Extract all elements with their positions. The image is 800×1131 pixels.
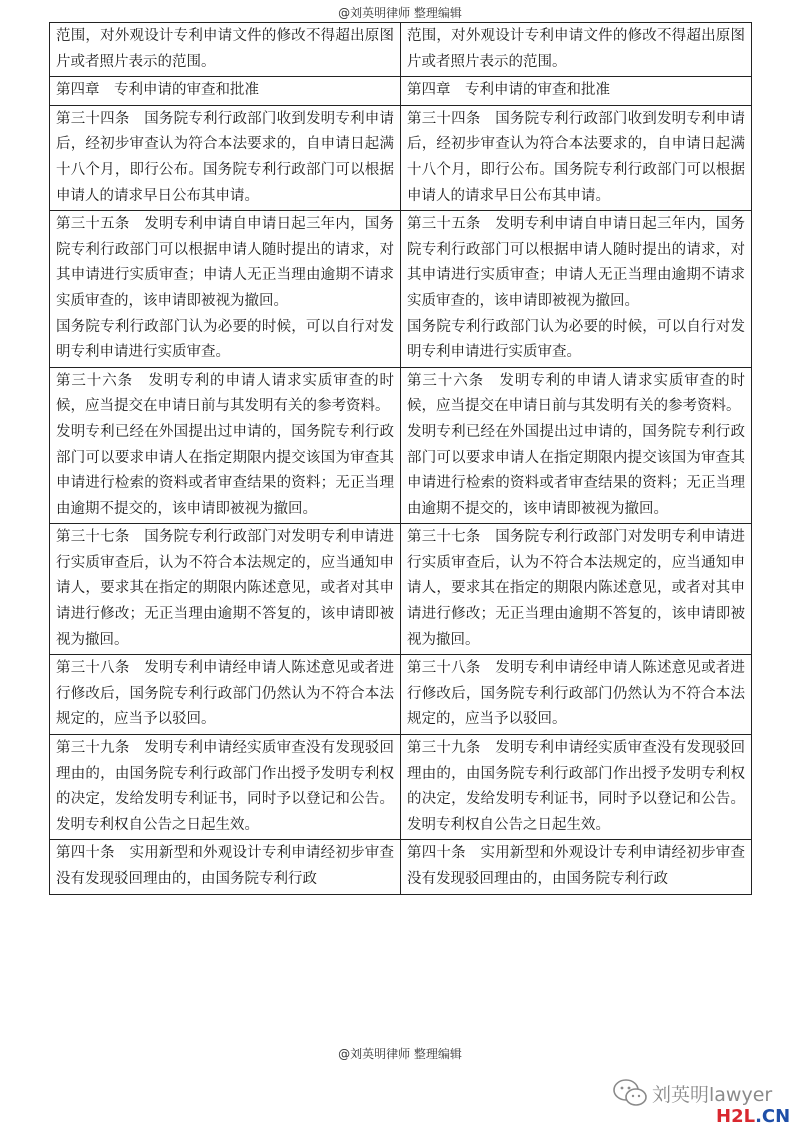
paragraph: 第三十六条 发明专利的申请人请求实质审查的时候，应当提交在申请日前与其发明有关的参考资料。 [56, 372, 394, 415]
new-text-cell [401, 655, 752, 735]
paragraph: 第三十四条 国务院专利行政部门收到发明专利申请后，经初步审查认为符合本法要求的，自申请日起满十八个月，即行公布。国务院专利行政部门可以根据申请人的请求早日公布其申请。 [56, 110, 394, 204]
table-row [50, 840, 752, 894]
comparison-table [49, 22, 752, 895]
paragraph: 发明专利已经在外国提出过申请的，国务院专利行政部门可以要求申请人在指定期限内提交该国为审查其申请进行检索的资料或者审查结果的资料；无正当理由逾期不提交的，该申请即被视为撤回。 [56, 423, 394, 517]
watermark-site-h2l: H2L [716, 1106, 756, 1127]
old-text-cell [50, 367, 401, 524]
new-text-cell [401, 211, 752, 368]
new-text-cell [401, 735, 752, 840]
paragraph: 第三十八条 发明专利申请经申请人陈述意见或者进行修改后，国务院专利行政部门仍然认为不符合本法规定的，应当予以驳回。 [407, 660, 745, 728]
paragraph: 第四十条 实用新型和外观设计专利申请经初步审查没有发现驳回理由的，由国务院专利行政 [56, 845, 394, 887]
paragraph: 第三十七条 国务院专利行政部门对发明专利申请进行实质审查后，认为不符合本法规定的，应当通知申请人，要求其在指定的期限内陈述意见，或者对其申请进行修改；无正当理由逾期不答复的，该申请即被视为撤回。 [56, 529, 394, 648]
watermark-site [716, 1106, 790, 1127]
paragraph: 第四章 专利申请的审查和批准 [407, 82, 610, 99]
page-header: @刘英明律师 整理编辑 [338, 6, 462, 20]
new-text-cell [401, 840, 752, 894]
paragraph: 第三十九条 发明专利申请经实质审查没有发现驳回理由的，由国务院专利行政部门作出授予发明专利权的决定，发给发明专利证书，同时予以登记和公告。发明专利权自公告之日起生效。 [407, 740, 745, 833]
paragraph: 国务院专利行政部门认为必要的时候，可以自行对发明专利申请进行实质审查。 [56, 318, 394, 361]
table-row [50, 524, 752, 655]
table-row [50, 23, 752, 77]
table-row [50, 77, 752, 106]
paragraph: 范围，对外观设计专利申请文件的修改不得超出原图片或者照片表示的范围。 [56, 28, 394, 70]
new-text-cell [401, 77, 752, 106]
table-row [50, 655, 752, 735]
watermark [612, 1074, 792, 1130]
paragraph: 第三十五条 发明专利申请自申请日起三年内，国务院专利行政部门可以根据申请人随时提出的请求，对其申请进行实质审查；申请人无正当理由逾期不请求实质审查的，该申请即被视为撤回。 [56, 216, 394, 309]
old-text-cell [50, 840, 401, 894]
table-row [50, 367, 752, 524]
old-text-cell [50, 77, 401, 106]
table-row [50, 211, 752, 368]
wechat-icon [612, 1078, 648, 1108]
paragraph: 第三十七条 国务院专利行政部门对发明专利申请进行实质审查后，认为不符合本法规定的，应当通知申请人，要求其在指定的期限内陈述意见，或者对其申请进行修改；无正当理由逾期不答复的，该申请即被视为撤回。 [407, 529, 745, 648]
paragraph: 第三十九条 发明专利申请经实质审查没有发现驳回理由的，由国务院专利行政部门作出授予发明专利权的决定，发给发明专利证书，同时予以登记和公告。发明专利权自公告之日起生效。 [56, 740, 394, 833]
watermark-site-cn: .CN [755, 1106, 791, 1127]
paragraph: 发明专利已经在外国提出过申请的，国务院专利行政部门可以要求申请人在指定期限内提交该国为审查其申请进行检索的资料或者审查结果的资料；无正当理由逾期不提交的，该申请即被视为撤回。 [407, 423, 745, 517]
paragraph: 第四十条 实用新型和外观设计专利申请经初步审查没有发现驳回理由的，由国务院专利行政 [407, 845, 745, 887]
new-text-cell [401, 105, 752, 210]
paragraph: 第三十六条 发明专利的申请人请求实质审查的时候，应当提交在申请日前与其发明有关的参考资料。 [407, 372, 745, 415]
paragraph: 范围，对外观设计专利申请文件的修改不得超出原图片或者照片表示的范围。 [407, 28, 745, 70]
old-text-cell [50, 655, 401, 735]
paragraph: 第三十四条 国务院专利行政部门收到发明专利申请后，经初步审查认为符合本法要求的，自申请日起满十八个月，即行公布。国务院专利行政部门可以根据申请人的请求早日公布其申请。 [407, 110, 745, 204]
table-row [50, 735, 752, 840]
old-text-cell [50, 105, 401, 210]
paragraph: 第三十五条 发明专利申请自申请日起三年内，国务院专利行政部门可以根据申请人随时提出的请求，对其申请进行实质审查；申请人无正当理由逾期不请求实质审查的，该申请即被视为撤回。 [407, 216, 745, 309]
paragraph: 国务院专利行政部门认为必要的时候，可以自行对发明专利申请进行实质审查。 [407, 318, 745, 361]
old-text-cell [50, 211, 401, 368]
paragraph: 第三十八条 发明专利申请经申请人陈述意见或者进行修改后，国务院专利行政部门仍然认为不符合本法规定的，应当予以驳回。 [56, 660, 394, 728]
new-text-cell [401, 367, 752, 524]
watermark-name: 刘英明lawyer [652, 1084, 773, 1106]
new-text-cell [401, 524, 752, 655]
old-text-cell [50, 735, 401, 840]
page-footer: @刘英明律师 整理编辑 [338, 1047, 462, 1061]
table-row [50, 105, 752, 210]
old-text-cell [50, 524, 401, 655]
new-text-cell [401, 23, 752, 77]
paragraph: 第四章 专利申请的审查和批准 [56, 82, 259, 99]
old-text-cell [50, 23, 401, 77]
